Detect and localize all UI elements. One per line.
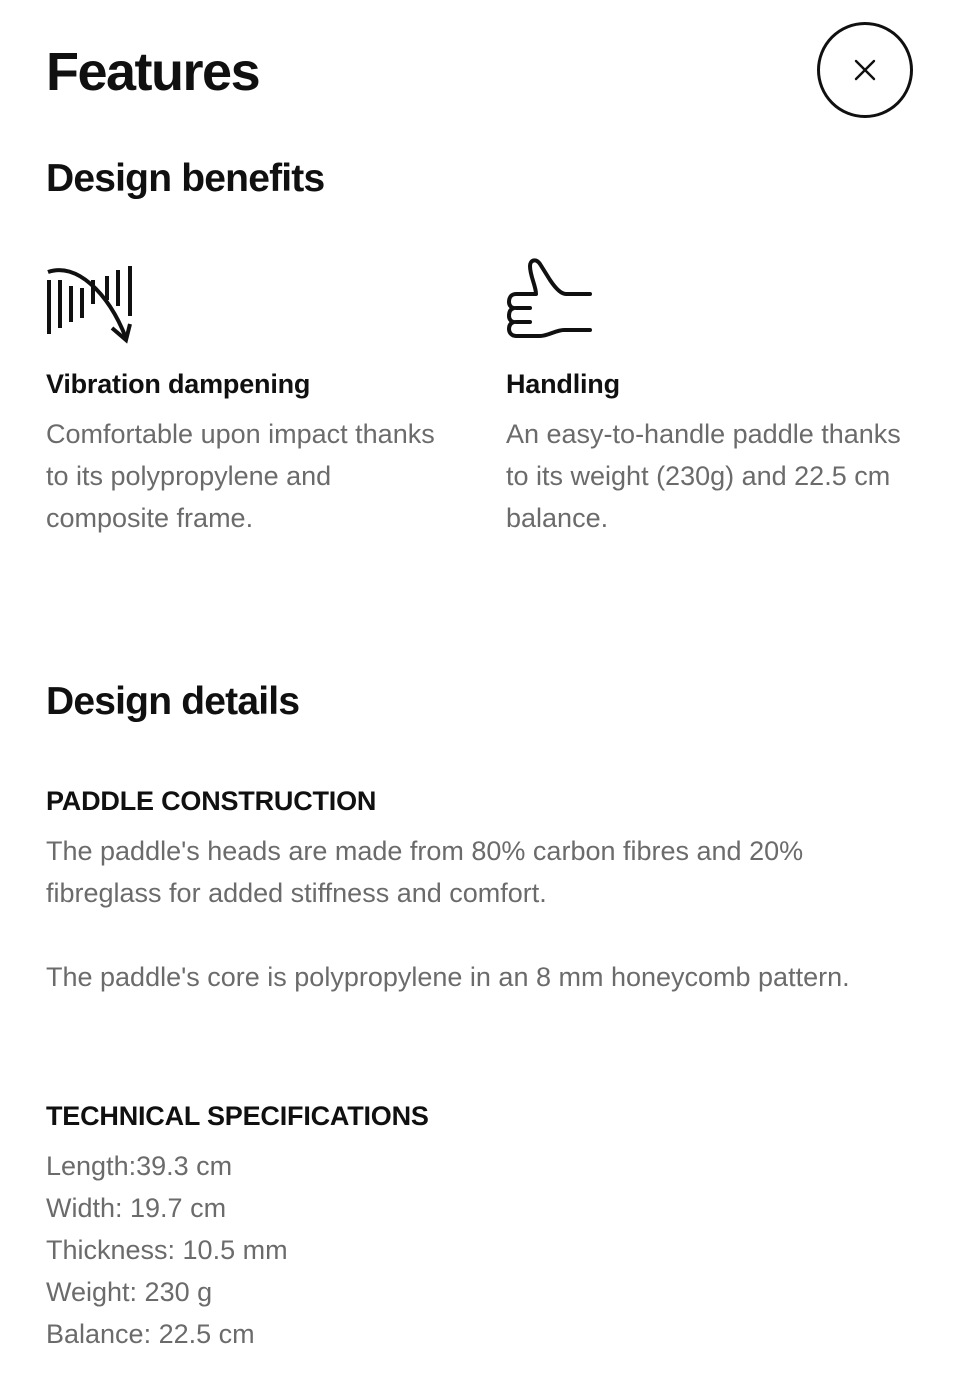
benefit-title: Vibration dampening	[46, 369, 311, 399]
benefit-description: An easy-to-handle paddle thanks to its weight (230g) and 22.5 cm balance.	[506, 419, 901, 533]
spec-list	[46, 1145, 916, 1355]
close-button[interactable]	[817, 22, 913, 118]
paddle-construction-heading: PADDLE CONSTRUCTION	[46, 786, 377, 816]
close-icon	[854, 59, 876, 81]
thumbs-up-icon	[506, 256, 596, 346]
spec-weight: Weight: 230 g	[46, 1277, 213, 1307]
design-benefits-title: Design benefits	[46, 157, 325, 200]
benefit-vibration-dampening	[46, 256, 446, 539]
vibration-dampening-icon	[46, 256, 136, 346]
spec-balance: Balance: 22.5 cm	[46, 1319, 255, 1349]
spec-length: Length:39.3 cm	[46, 1151, 233, 1181]
benefit-handling	[506, 256, 906, 539]
benefit-title: Handling	[506, 369, 620, 399]
design-details-title: Design details	[46, 680, 300, 723]
technical-specifications-heading: TECHNICAL SPECIFICATIONS	[46, 1101, 429, 1131]
construction-paragraph: The paddle's core is polypropylene in an 8 mm honeycomb pattern.	[46, 962, 850, 992]
spec-thickness: Thickness: 10.5 mm	[46, 1235, 288, 1265]
spec-width: Width: 19.7 cm	[46, 1193, 227, 1223]
construction-paragraph: The paddle's heads are made from 80% carbon fibres and 20% fibreglass for added stiffness and comfort.	[46, 836, 804, 908]
technical-specifications-section	[46, 1098, 916, 1355]
paddle-construction-section	[46, 783, 916, 998]
page-title: Features	[46, 42, 260, 102]
benefit-description: Comfortable upon impact thanks to its polypropylene and composite frame.	[46, 419, 435, 533]
